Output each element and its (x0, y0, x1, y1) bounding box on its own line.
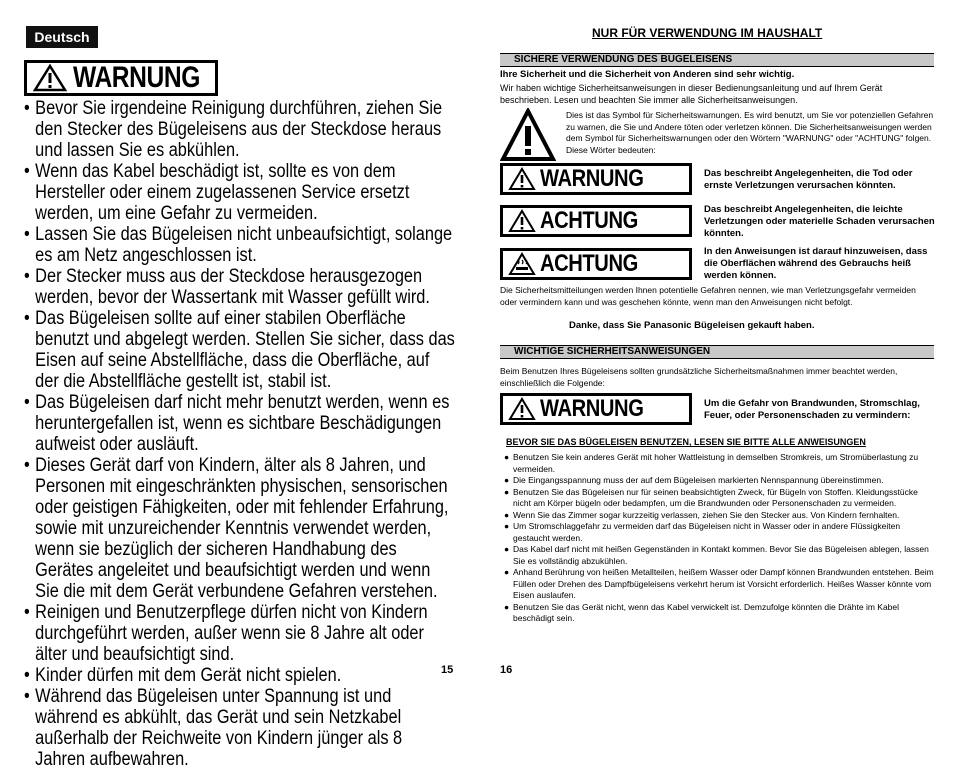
page-number-right: 16 (500, 664, 513, 676)
signal-desc-warnung: Das beschreibt Angelegenheiten, die Tod oder ernste Verletzungen verursachen könnten. (704, 168, 913, 191)
section-title-important: WICHTIGE SICHERHEITSANWEISUNGEN (500, 345, 934, 359)
signal-word-achtung: ACHTUNG (500, 205, 692, 237)
before-use-title: BEVOR SIE DAS BÜGELEISEN BENUTZEN, LESEN SIE BITTE ALLE ANWEISUNGEN (506, 437, 866, 447)
list-item: ● Um Stromschlaggefahr zu vermeiden darf das Bügeleisen nicht in Wasser oder in andere Flüssigkeiten gestaucht werden. (504, 521, 901, 543)
thanks-text: Danke, dass Sie Panasonic Bügeleisen gekauft haben. (569, 320, 815, 331)
list-item: ● Die Eingangsspannung muss der auf dem Bügeleisen markierten Nennspannung übereinstimmen. (504, 475, 884, 485)
list-item: ● Anhand Berührung von heißen Metallteilen, heißem Wasser oder Dampf können Brandwunden entstehen. Beim Füllen oder Drehen des Dampfbügeleisens verkehrt herum ist Vorsicht erforderlich. Heißes Wasser könnte vom Eisen auslaufen. (504, 567, 934, 600)
list-item: • Dieses Gerät darf von Kindern, älter als 8 Jahren, und Personen mit eingeschränkten physischen, sensorischen oder geistigen Fähigkeiten, oder mit fehlender Erfahrung, sowie mit unzureichender Kenntnis verwendet werden, wenn sie bezüglich der sicheren Handhabung des Gerätes angeleitet und beaufsichtigt werden und wenn Sie die mit dem Gerät verbundene Gefahren verstehen. (24, 455, 449, 602)
list-item: • Das Bügeleisen darf nicht mehr benutzt werden, wenn es heruntergefallen ist, wenn es sichtbare Beschädigungen aufweist oder ausläuft. (24, 392, 450, 455)
section2-intro: Beim Benutzen Ihres Bügeleisens sollten grundsätzliche Sicherheitsmaßnahmen immer beachtet werden, einschließlich die Folgende: (500, 366, 898, 388)
left-bullet-list (24, 98, 456, 770)
list-item: • Bevor Sie irgendeine Reinigung durchführen, ziehen Sie den Stecker des Bügeleisens aus der Steckdose heraus und lassen Sie es abkühlen. (24, 98, 443, 161)
list-item: • Das Bügeleisen sollte auf einer stabilen Oberfläche benutzt und abgelegt werden. Stellen Sie sicher, dass das Eisen auf seine Abstellfläche, dass die Oberfläche, auf der die Abstellfläche gestellt ist, stabil ist. (24, 308, 455, 392)
warning-title: WARNUNG (73, 61, 200, 94)
list-item: ● Das Kabel darf nicht mit heißen Gegenständen in Kontakt kommen. Bevor Sie das Bügeleisen ablegen, lassen Sie es vollständig abzukühlen. (504, 544, 929, 566)
warning-triangle-icon (508, 167, 536, 191)
signal-word-warnung: WARNUNG (500, 163, 692, 195)
symbol-description: Dies ist das Symbol für Sicherheitswarnungen. Es wird benutzt, um Sie vor potenziellen Gefahren zu warnen, die Sie und Andere töten oder verletzen können. Die Sicherheitsanweisungen werden dem Symbol für Sicherheitswarnungen oder den Wörtern "WARNUNG" oder "ACHTUNG" folgen. Diese Wörter bedeuten: (566, 110, 934, 155)
list-item: ● Benutzen Sie kein anderes Gerät mit hoher Wattleistung in demselben Stromkreis, um Stromüberlastung zu vermeiden. (504, 452, 919, 474)
list-item: ● Benutzen Sie das Bügeleisen nur für seinen beabsichtigten Zweck, für Bügeln von Stoffen. Kleidungsstücke nicht am Körper bügeln oder bedampfen, um die Brandwunden oder Personenschaden zu vermeiden. (504, 486, 918, 508)
warning2-desc: Um die Gefahr von Brandwunden, Stromschlag, Feuer, oder Personenschaden zu vermindern: (704, 398, 920, 421)
signal-desc-achtung-hot: In den Anweisungen ist darauf hinzuweisen, dass die Oberflächen während des Gebrauchs heiß werden können. (704, 246, 928, 281)
right-bullet-list (504, 452, 936, 625)
safety-alert-symbol-icon (500, 108, 556, 162)
language-tab: Deutsch (26, 26, 98, 48)
list-item: ● Wenn Sie das Zimmer sogar kurzzeitig verlassen, ziehen Sie den Stecker aus. Von Kindern fernhalten. (504, 509, 900, 520)
warning-triangle-icon (508, 209, 536, 233)
warning-label (24, 60, 218, 96)
safety-paragraph: Die Sicherheitsmitteilungen werden Ihnen potentielle Gefahren nennen, wie man Verletzungsgefahr vermeiden oder vermindern kann und was geschehen könnte, wenn man den Anweisungen nicht befolgt. (500, 285, 916, 307)
warning-triangle-icon (33, 64, 67, 92)
list-item: • Wenn das Kabel beschädigt ist, sollte es von dem Hersteller oder einem zugelassenen Service ersetzt werden, um eine Gefahr zu vermeiden. (24, 161, 410, 224)
signal-desc-achtung: Das beschreibt Angelegenheiten, die leichte Verletzungen oder materielle Schaden verursachen könnten. (704, 204, 935, 239)
signal-word-warnung-2: WARNUNG (500, 393, 692, 425)
section-title-safe-use: SICHERE VERWENDUNG DES BÜGELEISENS (500, 53, 934, 67)
warning-triangle-icon (508, 397, 536, 421)
list-item: • Reinigen und Benutzerpflege dürfen nicht von Kindern durchgeführt werden, außer wenn sie 8 Jahre alt oder älter und beaufsichtigt sind. (24, 602, 428, 665)
page-header: NUR FÜR VERWENDUNG IM HAUSHALT (592, 26, 823, 40)
page-number-left: 15 (441, 664, 454, 676)
list-item: • Während das Bügeleisen unter Spannung ist und während es abkühlt, das Gerät und sein Netzkabel außerhalb der Reichweite von Kindern jünger als 8 Jahren aufbewahren. (24, 686, 403, 770)
intro-text: Wir haben wichtige Sicherheitsanweisungen in dieser Bedienungsanleitung und auf Ihrem Gerät beschrieben. Lesen und beachten Sie immer alle Sicherheitsanweisungen. (500, 83, 883, 105)
list-item: • Der Stecker muss aus der Steckdose herausgezogen werden, bevor der Wassertank mit Wasser gefüllt wird. (24, 266, 430, 308)
list-item: ● Benutzen Sie das Gerät nicht, wenn das Kabel verwickelt ist. Demzufolge könnten die Drähte im Kabel beschädigt sein. (504, 601, 900, 623)
list-item: • Kinder dürfen mit dem Gerät nicht spielen. (24, 665, 342, 686)
signal-word-achtung-hot: ACHTUNG (500, 248, 692, 280)
intro-bold: Ihre Sicherheit und die Sicherheit von Anderen sind sehr wichtig. (500, 69, 795, 80)
hot-surface-icon (508, 252, 536, 276)
list-item: • Lassen Sie das Bügeleisen nicht unbeaufsichtigt, solange es am Netz angeschlossen ist. (24, 224, 453, 266)
